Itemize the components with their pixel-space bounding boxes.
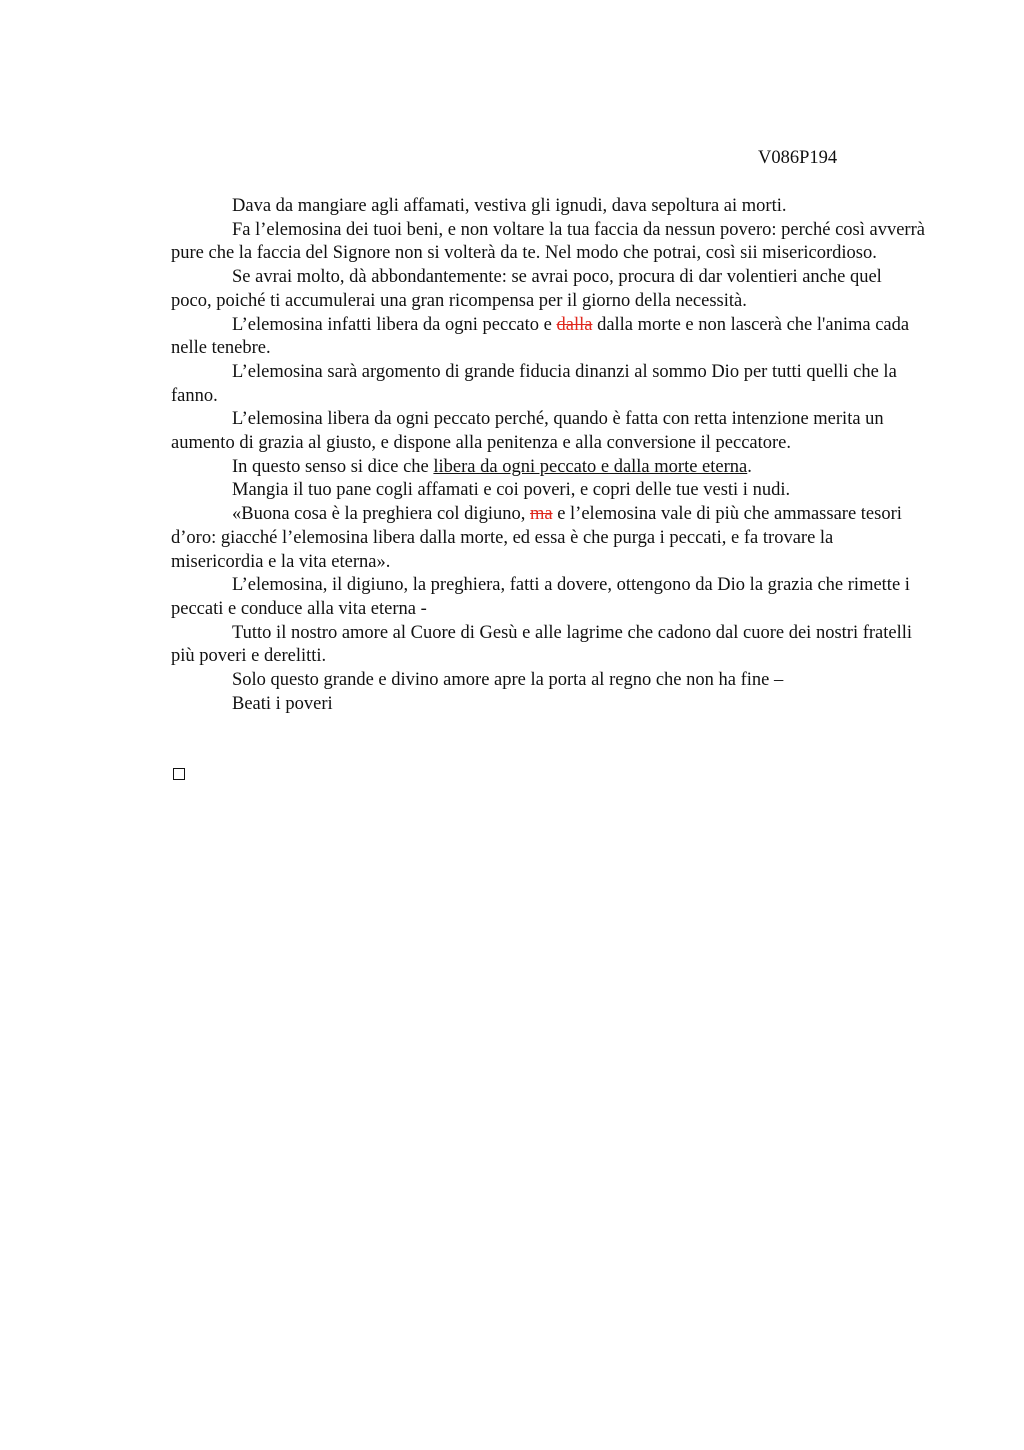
paragraph-7-text-after: .	[747, 456, 752, 477]
paragraph-11: Tutto il nostro amore al Cuore di Gesù e alle lagrime che cadono dal cuore dei nostri fratelli più poveri e derelitti.	[171, 622, 913, 667]
paragraph-4-text-before: L’elemosina infatti libera da ogni peccato e	[232, 314, 557, 335]
paragraph-9	[171, 503, 927, 574]
paragraph-10: L’elemosina, il digiuno, la preghiera, fatti a dovere, ottengono da Dio la grazia che rimette i peccati e conduce alla vita eterna -	[171, 575, 910, 619]
paragraph-8: Mangia il tuo pane cogli affamati e coi poveri, e copri delle tue vesti i nudi.	[232, 480, 791, 501]
paragraph-3: Se avrai molto, dà abbondantemente: se avrai poco, procura di dar volentieri anche quel poco, poiché ti accumulerai una gran ricompensa per il giorno della necessità.	[171, 267, 882, 311]
paragraph-2: Fa l’elemosina dei tuoi beni, e non voltare la tua faccia da nessun povero: perché così avverrà pure che la faccia del Signore non si volterà da te. Nel modo che potrai, così sii misericordioso.	[171, 219, 925, 264]
paragraph-13: Beati i poveri	[232, 693, 333, 714]
paragraph-1: Dava da mangiare agli affamati, vestiva gli ignudi, dava sepoltura ai morti.	[232, 196, 787, 216]
page-id: V086P194	[758, 148, 838, 168]
paragraph-4-text-after: dalla morte e non lascerà che l'anima cada nelle tenebre.	[171, 314, 910, 359]
paragraph-6: L’elemosina libera da ogni peccato perché, quando è fatta con retta intenzione merita un aumento di grazia al giusto, e dispone alla penitenza e alla conversione il peccatore.	[171, 409, 884, 454]
paragraph-12: Solo questo grande e divino amore apre la porta al regno che non ha fine –	[232, 670, 784, 691]
deleted-word: ma	[529, 504, 553, 525]
checkbox-empty-icon	[173, 768, 185, 780]
paragraph-7-text-before: In questo senso si dice che	[232, 456, 434, 477]
paragraph-9-text-before: «Buona cosa è la preghiera col digiuno,	[232, 504, 530, 525]
paragraph-7	[171, 456, 927, 480]
paragraph-4	[171, 314, 927, 361]
paragraph-9-text-after: e l’elemosina vale di più che ammassare tesori d’oro: giacché l’elemosina libera dalla morte, ed essa è che purga i peccati, e fa trovare la misericordia e la vita eterna».	[171, 504, 902, 572]
deleted-word: dalla	[556, 314, 593, 335]
document-body	[171, 195, 927, 716]
paragraph-5: L’elemosina sarà argomento di grande fiducia dinanzi al sommo Dio per tutti quelli che la fanno.	[171, 361, 897, 406]
underlined-phrase: libera da ogni peccato e dalla morte eterna	[433, 456, 748, 477]
